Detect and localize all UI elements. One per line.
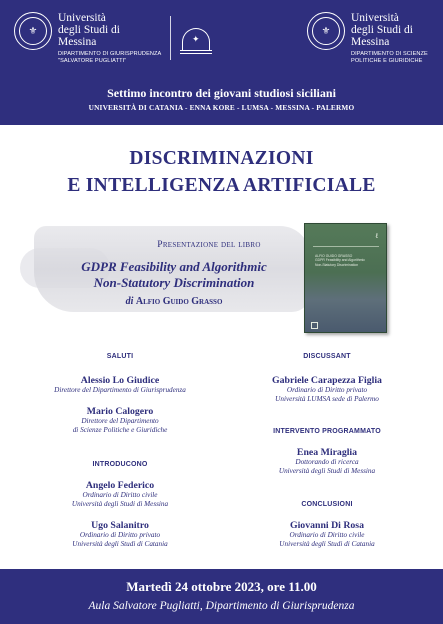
uni-line: Messina bbox=[351, 36, 390, 48]
event-date: Martedì 24 ottobre 2023, ore 11.00 bbox=[126, 579, 317, 594]
university-seal-icon: ⚜ bbox=[307, 12, 345, 50]
person-role: Università degli Studi di Catania bbox=[279, 540, 375, 548]
person-block bbox=[30, 480, 210, 509]
person-name: Ugo Salanitro bbox=[91, 520, 149, 531]
event-title-line2: E INTELLIGENZA ARTIFICIALE bbox=[67, 175, 376, 196]
cover-title-line: GDPR Feasibility and Algorithmic bbox=[315, 258, 365, 263]
person-role: Ordinario di Diritto civile bbox=[82, 491, 158, 499]
laurel-emblem-icon: ✦ bbox=[176, 28, 216, 58]
dept-line: DIPARTIMENTO DI GIURISPRUDENZA bbox=[58, 51, 162, 57]
section-heading: DISCUSSANT bbox=[303, 353, 351, 360]
person-role: di Scienze Politiche e Giuridiche bbox=[72, 426, 168, 434]
person-role: Università LUMSA sede di Palermo bbox=[275, 395, 379, 403]
section-discussant bbox=[236, 353, 418, 360]
person-role: Università degli Studi di Messina bbox=[278, 467, 376, 475]
person-role: Ordinario di Diritto civile bbox=[289, 531, 365, 539]
cover-author: ALFIO GUIDO GRASSO bbox=[315, 254, 353, 258]
person-name: Angelo Federico bbox=[85, 480, 155, 491]
author-name: Alfio Guido Grasso bbox=[135, 296, 223, 307]
uni-line: Università bbox=[351, 12, 399, 24]
publisher-logo-icon bbox=[311, 322, 318, 329]
right-university-logo bbox=[307, 12, 428, 65]
meeting-subtitle: Settimo incontro dei giovani studiosi siciliani bbox=[107, 86, 336, 100]
section-heading: INTERVENTO PROGRAMMATO bbox=[273, 428, 381, 435]
person-block bbox=[236, 375, 418, 404]
book-presentation-label: Presentazione del libro bbox=[157, 240, 261, 250]
header-divider bbox=[170, 16, 171, 60]
uni-line: degli Studi di bbox=[351, 24, 413, 36]
section-heading: SALUTI bbox=[106, 353, 134, 360]
author-prefix: di bbox=[125, 296, 134, 307]
person-name: Enea Miraglia bbox=[296, 447, 358, 458]
right-university-name bbox=[351, 12, 428, 48]
section-saluti bbox=[30, 353, 210, 360]
person-block bbox=[30, 520, 210, 549]
uni-line: Università bbox=[58, 12, 106, 24]
book-author bbox=[40, 296, 308, 307]
person-name: Giovanni Di Rosa bbox=[289, 520, 365, 531]
cover-rule bbox=[313, 246, 379, 247]
uni-line: Messina bbox=[58, 36, 97, 48]
dept-line: DIPARTIMENTO DI SCIENZE bbox=[351, 51, 428, 57]
person-role: Dottorando di ricerca bbox=[295, 458, 359, 466]
person-role: Università degli Studi di Messina bbox=[71, 500, 169, 508]
person-block bbox=[30, 406, 210, 435]
person-block bbox=[236, 447, 418, 476]
book-title-line1: GDPR Feasibility and Algorithmic bbox=[81, 259, 267, 274]
dept-line: "SALVATORE PUGLIATTI" bbox=[58, 58, 127, 64]
section-heading: CONCLUSIONI bbox=[301, 501, 353, 508]
publisher-mark-icon: ℓ bbox=[375, 232, 379, 240]
participating-universities: UNIVERSITÀ DI CATANIA - ENNA KORE - LUMSA - MESSINA - PALERMO bbox=[88, 103, 355, 112]
person-role: Direttore del Dipartimento bbox=[81, 417, 159, 425]
person-name: Alessio Lo Giudice bbox=[80, 375, 160, 386]
person-role: Ordinario di Diritto privato bbox=[286, 386, 368, 394]
section-conclusioni bbox=[236, 501, 418, 508]
left-university-logo bbox=[14, 12, 161, 65]
section-heading: INTRODUCONO bbox=[92, 461, 148, 468]
dept-line: POLITICHE E GIURIDICHE bbox=[351, 58, 423, 64]
left-department bbox=[58, 51, 161, 65]
event-title-line1: DISCRIMINAZIONI bbox=[129, 148, 314, 169]
cover-text bbox=[315, 254, 379, 267]
person-role: Università degli Studi di Catania bbox=[72, 540, 168, 548]
person-block bbox=[30, 375, 210, 395]
section-introducono bbox=[30, 461, 210, 468]
book-title-line2: Non-Statutory Discrimination bbox=[93, 275, 255, 290]
footer-band bbox=[0, 569, 443, 624]
university-seal-icon: ⚜ bbox=[14, 12, 52, 50]
header-band bbox=[0, 0, 443, 125]
person-block bbox=[236, 520, 418, 549]
person-role: Ordinario di Diritto privato bbox=[79, 531, 161, 539]
person-name: Mario Calogero bbox=[86, 406, 154, 417]
event-place: Aula Salvatore Pugliatti, Dipartimento di Giurisprudenza bbox=[88, 600, 355, 612]
section-intervento bbox=[236, 428, 418, 435]
person-name: Gabriele Carapezza Figlia bbox=[272, 375, 382, 386]
book-cover-image bbox=[304, 223, 387, 333]
left-university-name bbox=[58, 12, 161, 48]
right-department bbox=[351, 51, 428, 65]
person-role: Direttore del Dipartimento di Giurisprudenza bbox=[54, 386, 186, 394]
uni-line: degli Studi di bbox=[58, 24, 120, 36]
cover-title-line: Non-Statutory Discrimination bbox=[315, 262, 359, 267]
